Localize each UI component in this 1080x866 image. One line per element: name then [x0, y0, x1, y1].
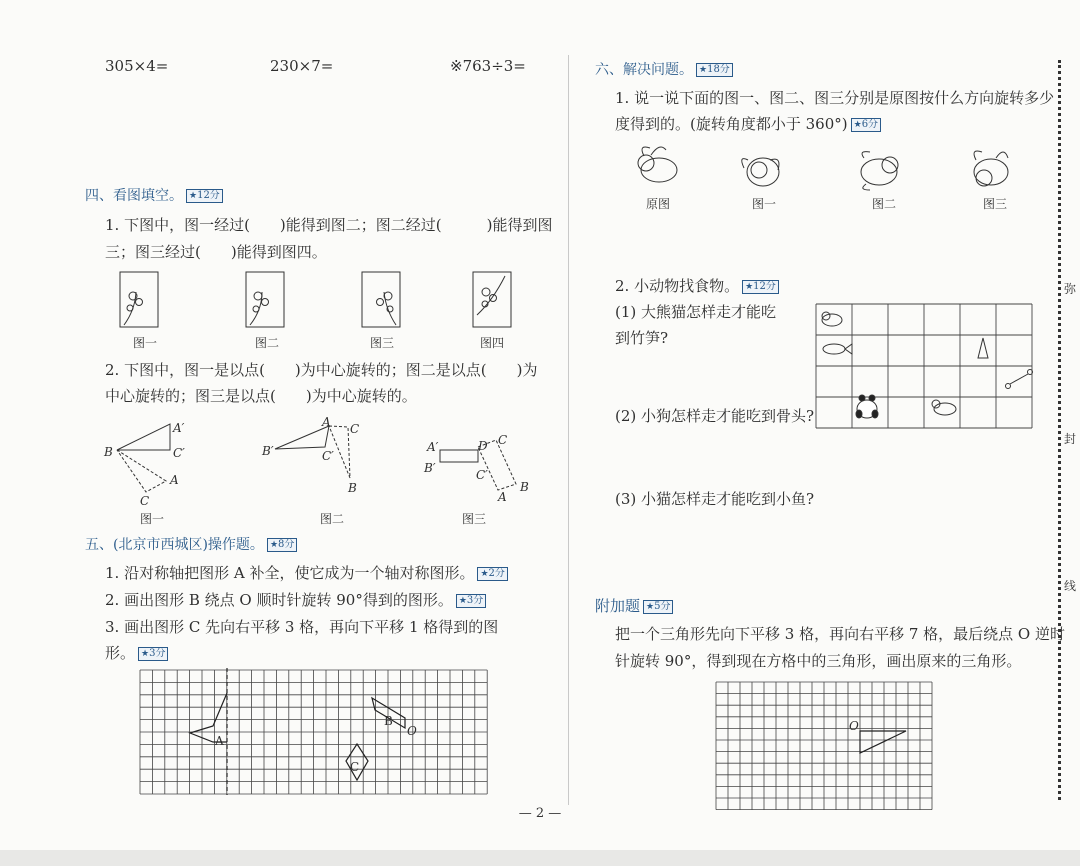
sec5-q3-line2: 形。 ★3分 — [105, 643, 168, 663]
rabbit-label-0: 原图 — [646, 197, 671, 211]
fig-3-frame — [362, 272, 400, 327]
sec6-q2: 2. 小动物找食物。 ★12分 — [615, 276, 779, 296]
points-badge: ★18分 — [696, 63, 733, 77]
pt-label: B′ — [424, 461, 436, 475]
rabbit-fig-2 — [861, 152, 898, 190]
points-badge: ★3分 — [456, 594, 486, 608]
side-char-2: 封 — [1064, 428, 1076, 449]
extra-line1: 把一个三角形先向下平移 3 格，再向右平移 7 格，最后绕点 O 逆时 — [615, 625, 1065, 643]
points-badge: ★5分 — [643, 600, 673, 614]
points-badge: ★12分 — [186, 189, 223, 203]
pt-label: B — [104, 445, 113, 459]
pt-label: A′ — [173, 421, 185, 435]
sec4-q2-line2: 中心旋转的；图三是以点( )为中心旋转的。 — [105, 387, 417, 405]
pt-label: A — [322, 415, 331, 429]
fig-label-4: 图四 — [480, 336, 505, 350]
scan-bottom-edge — [0, 850, 1080, 866]
pt-label: A — [170, 473, 179, 487]
rot-label-3: 图三 — [462, 512, 487, 526]
extra-o-label: O — [849, 719, 859, 733]
sec6-q2b: (2) 小狗怎样走才能吃到骨头? — [615, 407, 815, 425]
grid-label-o: O — [407, 724, 417, 738]
sec5-q3-line1: 3. 画出图形 C 先向右平移 3 格，再向下平移 1 格得到的图 — [105, 618, 499, 636]
pt-label: B — [520, 480, 529, 494]
pt-label: C — [140, 494, 150, 508]
rot-label-2: 图二 — [320, 512, 345, 526]
pt-label: B — [348, 481, 357, 495]
points-badge: ★3分 — [138, 647, 168, 661]
pt-label: A — [498, 490, 507, 504]
pt-label: C — [498, 433, 508, 447]
pt-label: C — [350, 422, 360, 436]
sec5-q2: 2. 画出图形 B 绕点 O 顺时针旋转 90°得到的图形。 ★3分 — [105, 590, 486, 610]
points-badge: ★6分 — [851, 118, 881, 132]
rabbit-label-3: 图三 — [983, 197, 1008, 211]
rabbit-label-2: 图二 — [872, 197, 897, 211]
sec6-q2a-line1: (1) 大熊猫怎样走才能吃 — [615, 303, 777, 321]
rabbit-fig-1 — [742, 158, 779, 186]
calc-2: 230×7= — [270, 57, 334, 75]
extra-title: 附加题 ★5分 — [595, 596, 673, 616]
rotation-fig-1 — [117, 424, 170, 492]
points-badge: ★12分 — [742, 280, 779, 294]
fig-label-3: 图三 — [370, 336, 395, 350]
section-4-title: 四、看图填空。 ★12分 — [85, 186, 223, 206]
page-number: — 2 — — [518, 806, 562, 821]
sec5-shapes — [190, 668, 405, 795]
fig-1-frame — [120, 272, 158, 327]
pt-label: C′ — [173, 446, 185, 460]
sec4-q2-line1: 2. 下图中，图一是以点( )为中心旋转的；图二是以点( )为 — [105, 361, 538, 379]
rot-label-1: 图一 — [140, 512, 165, 526]
points-badge: ★2分 — [477, 567, 507, 581]
fig-4-frame — [473, 272, 511, 327]
side-char-3: 线 — [1064, 575, 1076, 596]
section-5-title: 五、(北京市西城区)操作题。 ★8分 — [85, 535, 297, 555]
sec6-q2a-line2: 到竹笋? — [615, 329, 669, 347]
extra-line2: 针旋转 90°，得到现在方格中的三角形，画出原来的三角形。 — [615, 652, 1022, 670]
rotation-fig-2 — [275, 426, 350, 478]
extra-grid — [716, 682, 932, 810]
grid-label-b: B — [384, 714, 393, 728]
side-char-1: 弥 — [1064, 278, 1076, 299]
rabbit-original — [638, 147, 677, 182]
pt-label: A′ — [427, 440, 439, 454]
rabbit-label-1: 图一 — [752, 197, 777, 211]
fig-label-1: 图一 — [133, 336, 158, 350]
fig-2-frame — [246, 272, 284, 327]
sec6-q1-line2: 度得到的。(旋转角度都小于 360°) ★6分 — [615, 114, 881, 134]
sec5-q1: 1. 沿对称轴把图形 A 补全，使它成为一个轴对称图形。 ★2分 — [105, 563, 508, 583]
animal-grid — [816, 304, 1032, 428]
points-badge: ★8分 — [267, 538, 297, 552]
animal-icons — [822, 312, 1033, 418]
sec4-q1-line2: 三；图三经过( )能得到图四。 — [105, 243, 327, 261]
calc-1: 305×4= — [105, 57, 169, 75]
pt-label: C′ — [476, 468, 488, 482]
fig-label-2: 图二 — [255, 336, 280, 350]
grid-label-c: C — [350, 760, 360, 774]
grid-label-a: A — [215, 734, 224, 748]
extra-triangle — [860, 731, 906, 753]
rotation-fig-3 — [440, 440, 516, 490]
rabbit-fig-3 — [974, 151, 1008, 186]
sec6-q1-line1: 1. 说一说下面的图一、图二、图三分别是原图按什么方向旋转多少 — [615, 89, 1055, 107]
sec6-q2c: (3) 小猫怎样走才能吃到小鱼? — [615, 490, 815, 508]
calc-3: ※763÷3= — [450, 57, 526, 75]
pt-label: D — [478, 439, 488, 453]
pt-label: C′ — [322, 449, 334, 463]
section-6-title: 六、解决问题。 ★18分 — [595, 60, 733, 80]
pt-label: B′ — [262, 444, 274, 458]
sec4-q1-line1: 1. 下图中，图一经过( )能得到图二；图二经过( )能得到图 — [105, 216, 553, 234]
